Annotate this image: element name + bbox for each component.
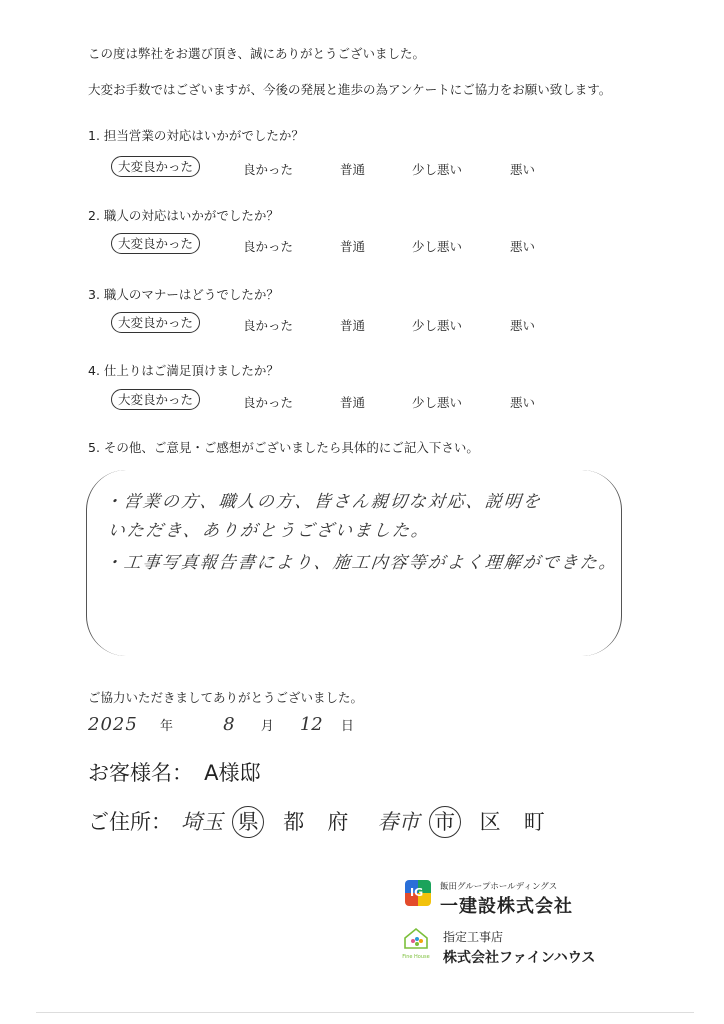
q2-option-normal[interactable]: 普通: [340, 239, 366, 254]
date-year-label: 年: [159, 719, 173, 734]
company-name-1: 一建設株式会社: [440, 896, 573, 917]
date-year-value: 2025: [88, 714, 138, 735]
q2-option-bad[interactable]: 悪い: [510, 239, 536, 254]
comment-line-2: いただき、ありがとうございました。: [106, 521, 432, 541]
customer-value: A様邸: [204, 761, 261, 785]
q3-option-normal[interactable]: 普通: [340, 318, 366, 333]
address-prefecture: 埼玉: [181, 810, 224, 834]
q3-option-very-good[interactable]: 大変良かった: [118, 313, 200, 331]
q2-option-very-good[interactable]: 大変良かった: [118, 234, 200, 252]
q4-option-normal[interactable]: 普通: [340, 395, 366, 410]
question-4: 4. 仕上りはご満足頂けましたか？: [88, 363, 279, 378]
q2-option-slightly-bad[interactable]: 少し悪い: [412, 239, 463, 254]
question-3: 3. 職人のマナーはどうでしたか？: [88, 287, 279, 302]
pref-option-ken[interactable]: 県: [232, 806, 264, 838]
q4-option-very-good[interactable]: 大変良かった: [118, 390, 200, 408]
q4-option-good[interactable]: 良かった: [243, 395, 294, 410]
address-label: ご住所：: [88, 810, 172, 834]
designated-label: 指定工事店: [443, 930, 504, 944]
company-name-2: 株式会社ファインハウス: [443, 950, 596, 966]
q1-option-bad[interactable]: 悪い: [510, 162, 536, 177]
q2-option-good[interactable]: 良かった: [243, 239, 294, 254]
city-option-cho[interactable]: 町: [523, 810, 545, 834]
address-city: 春市: [377, 810, 420, 834]
q1-option-slightly-bad[interactable]: 少し悪い: [412, 162, 463, 177]
closing-text: ご協力いただきましてありがとうございました。: [88, 690, 364, 705]
q3-option-bad[interactable]: 悪い: [510, 318, 536, 333]
q4-option-slightly-bad[interactable]: 少し悪い: [412, 395, 463, 410]
customer-label: お客様名：: [88, 761, 193, 785]
pref-option-to[interactable]: 都: [283, 810, 305, 834]
city-option-shi[interactable]: 市: [429, 806, 461, 838]
q3-option-slightly-bad[interactable]: 少し悪い: [412, 318, 463, 333]
date-row: [88, 714, 354, 735]
q1-option-normal[interactable]: 普通: [340, 162, 366, 177]
date-day-value: 12: [299, 714, 323, 735]
question-1: 1. 担当営業の対応はいかがでしたか？: [88, 128, 304, 143]
city-option-ku[interactable]: 区: [479, 810, 501, 834]
q4-option-bad[interactable]: 悪い: [510, 395, 536, 410]
house-logo-icon: Fine House: [402, 926, 430, 960]
question-5: 5. その他、ご意見・ご感想がございましたら具体的にご記入下さい。: [88, 440, 479, 455]
question-2: 2. 職人の対応はいかがでしたか？: [88, 208, 279, 223]
group-name: 飯田グループホールディングス: [440, 882, 558, 892]
comment-line-3: ・工事写真報告書により、施工内容等がよく理解ができた。: [103, 553, 619, 573]
date-month-label: 月: [260, 719, 274, 734]
intro-line-2: 大変お手数ではございますが、今後の発展と進歩の為アンケートにご協力をお願い致します。: [88, 82, 612, 97]
comment-line-1: ・営業の方、職人の方、皆さん親切な対応、説明を: [103, 492, 543, 512]
ig-logo-icon: IG: [405, 880, 433, 908]
customer-row: [88, 757, 260, 787]
q1-option-good[interactable]: 良かった: [243, 162, 294, 177]
intro-line-1: この度は弊社をお選び頂き、誠にありがとうございました。: [88, 46, 426, 61]
page-bottom-divider: [36, 1012, 694, 1013]
pref-option-fu[interactable]: 府: [327, 810, 349, 834]
q1-option-very-good[interactable]: 大変良かった: [118, 157, 200, 175]
q3-option-good[interactable]: 良かった: [243, 318, 294, 333]
date-day-label: 日: [340, 719, 354, 734]
address-row: [88, 806, 545, 838]
date-month-value: 8: [223, 714, 235, 735]
